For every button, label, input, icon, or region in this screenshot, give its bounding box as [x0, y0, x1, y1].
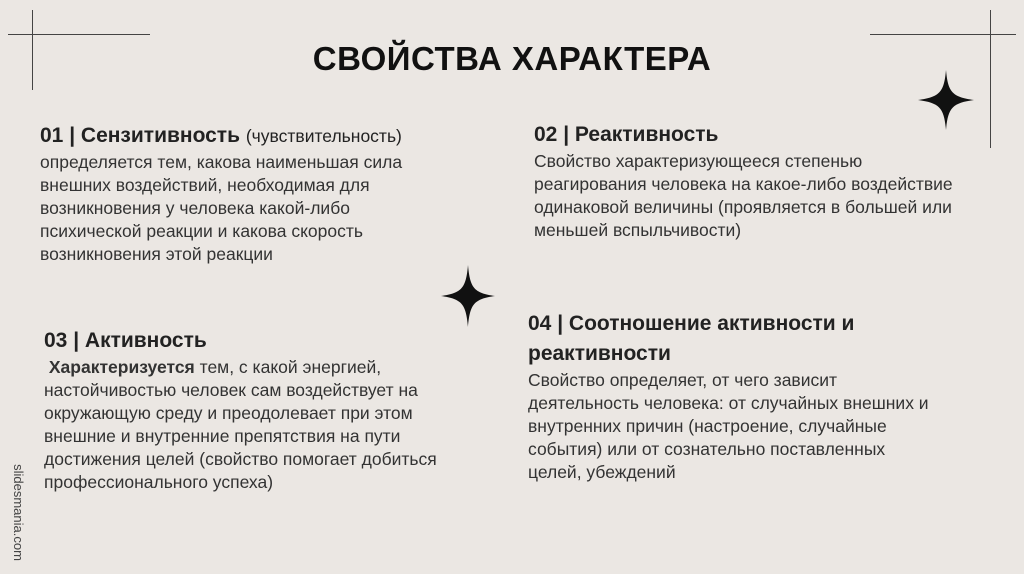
block-heading: 04 | Соотношение активности и — [528, 312, 855, 335]
block-line: настойчивостью человек сам воздействует на — [44, 380, 418, 400]
corner-line-top-right-horizontal — [870, 34, 1016, 35]
block-line: меньшей вспыльчивости) — [534, 220, 742, 240]
block-line: определяется тем, какова наименьшая сила — [40, 152, 403, 172]
block-line: события) или от сознательно поставленных — [528, 439, 886, 459]
block-line: окружающую среду и преодолевает при этом — [44, 403, 413, 423]
block-line: деятельность человека: от случайных внешних и — [528, 393, 929, 413]
block-line: достижения целей (свойство помогает добиться — [44, 449, 437, 469]
property-block-sensitivity — [40, 121, 500, 266]
block-line: одинаковой величины (проявляется в большей или — [534, 197, 952, 217]
block-line: возникновения этой реакции — [40, 244, 273, 264]
block-heading: 03 | Активность — [44, 329, 207, 352]
property-block-ratio — [528, 309, 998, 484]
property-block-reactivity — [534, 120, 1004, 242]
bold-term: Характеризуется — [48, 357, 195, 377]
block-heading: реактивности — [528, 342, 671, 365]
block-line: профессионального успеха) — [44, 472, 274, 492]
slide-title: СВОЙСТВА ХАРАКТЕРА — [312, 40, 712, 77]
property-block-activity — [44, 326, 504, 494]
block-line: психической реакции и какова скорость — [40, 221, 364, 241]
block-line: внешних воздействий, необходимая для — [40, 175, 370, 195]
corner-line-top-left-horizontal — [8, 34, 150, 35]
watermark: slidesmania.com — [10, 464, 26, 561]
block-line: Свойство определяет, от чего зависит — [528, 370, 838, 390]
heading-note: (чувствительность) — [245, 126, 402, 146]
block-heading: 02 | Реактивность — [534, 123, 719, 146]
block-line: внешние и внутренние препятствия на пути — [44, 426, 401, 446]
block-line: внутренних причин (настроение, случайные — [528, 416, 887, 436]
block-line: реагирования человека на какое-либо воздействие — [534, 174, 953, 194]
block-line: Характеризуется тем, с какой энергией, — [48, 357, 382, 377]
block-line: возникновения у человека какой-либо — [40, 198, 350, 218]
block-line: Свойство характеризующееся степенью — [534, 151, 863, 171]
block-heading: 01 | Сензитивность (чувствительность) — [40, 124, 402, 147]
four-point-star-icon — [441, 265, 495, 327]
block-line: целей, убеждений — [528, 462, 676, 482]
